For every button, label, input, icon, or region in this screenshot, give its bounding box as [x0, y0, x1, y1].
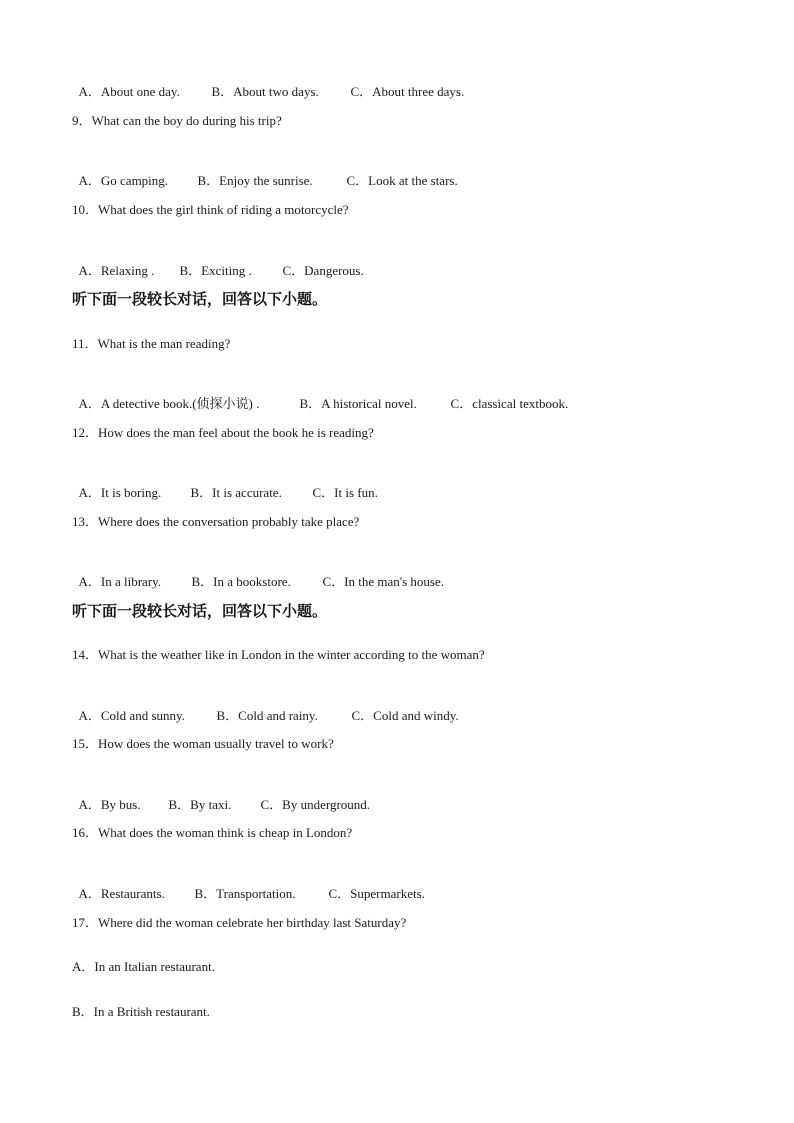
answer-options-q8 [72, 68, 464, 100]
question-13: 13．Where does the conversation probably take place? [72, 514, 360, 529]
option-b: B．In a bookstore. [191, 574, 291, 589]
question-14: 14．What is the weather like in London in the winter according to the woman? [72, 647, 485, 662]
option-c: C．About three days. [350, 84, 465, 99]
option-a: A．Go camping. [78, 173, 169, 188]
option-c: C．Cold and windy. [351, 708, 459, 723]
question-9: 9．What can the boy do during his trip? [72, 113, 282, 128]
option-a: A．It is boring. [78, 485, 162, 500]
answer-options-q10 [72, 247, 364, 279]
answer-options-q14 [72, 692, 459, 724]
option-a: A．Relaxing . [78, 263, 155, 278]
question-15: 15．How does the woman usually travel to work? [72, 736, 334, 751]
option-c: C．Supermarkets. [328, 886, 425, 901]
answer-options-q16 [72, 870, 425, 902]
answer-options-q15 [72, 781, 370, 813]
question-16: 16．What does the woman think is cheap in London? [72, 825, 353, 840]
option-a: A．About one day. [78, 84, 180, 99]
option-c: C．classical textbook. [450, 396, 569, 411]
option-b: B．Enjoy the sunrise. [197, 173, 313, 188]
option-c: C．It is fun. [312, 485, 378, 500]
question-17: 17．Where did the woman celebrate her birthday last Saturday? [72, 915, 407, 930]
option-a: A．Cold and sunny. [78, 708, 185, 723]
question-12: 12．How does the man feel about the book he is reading? [72, 425, 374, 440]
answer-options-q12 [72, 469, 378, 501]
option-a: A．In an Italian restaurant. [72, 959, 215, 974]
answer-options-q9 [72, 157, 458, 189]
section-heading: 听下面一段较长对话，回答以下小题。 [72, 290, 328, 308]
option-a: A．Restaurants. [78, 886, 165, 901]
option-a: A．A detective book.(侦探小说) . [78, 396, 260, 411]
option-b: B．It is accurate. [190, 485, 282, 500]
option-b: B．Cold and rainy. [216, 708, 318, 723]
option-c: C．Look at the stars. [346, 173, 458, 188]
option-b: B．About two days. [211, 84, 319, 99]
option-b: B．Transportation. [194, 886, 296, 901]
option-c: C．In the man's house. [322, 574, 444, 589]
option-c: C．Dangerous. [282, 263, 364, 278]
answer-options-q11 [72, 380, 568, 412]
option-a: A．By bus. [78, 797, 141, 812]
question-11: 11．What is the man reading? [72, 336, 231, 351]
option-c: C．By underground. [260, 797, 371, 812]
option-b: B．By taxi. [168, 797, 232, 812]
option-a: A．In a library. [78, 574, 162, 589]
section-heading: 听下面一段较长对话，回答以下小题。 [72, 602, 328, 620]
option-b: B．Exciting . [179, 263, 252, 278]
question-10: 10．What does the girl think of riding a motorcycle? [72, 202, 349, 217]
option-b: B．A historical novel. [299, 396, 417, 411]
option-b: B．In a British restaurant. [72, 1004, 210, 1019]
answer-options-q13 [72, 558, 444, 590]
